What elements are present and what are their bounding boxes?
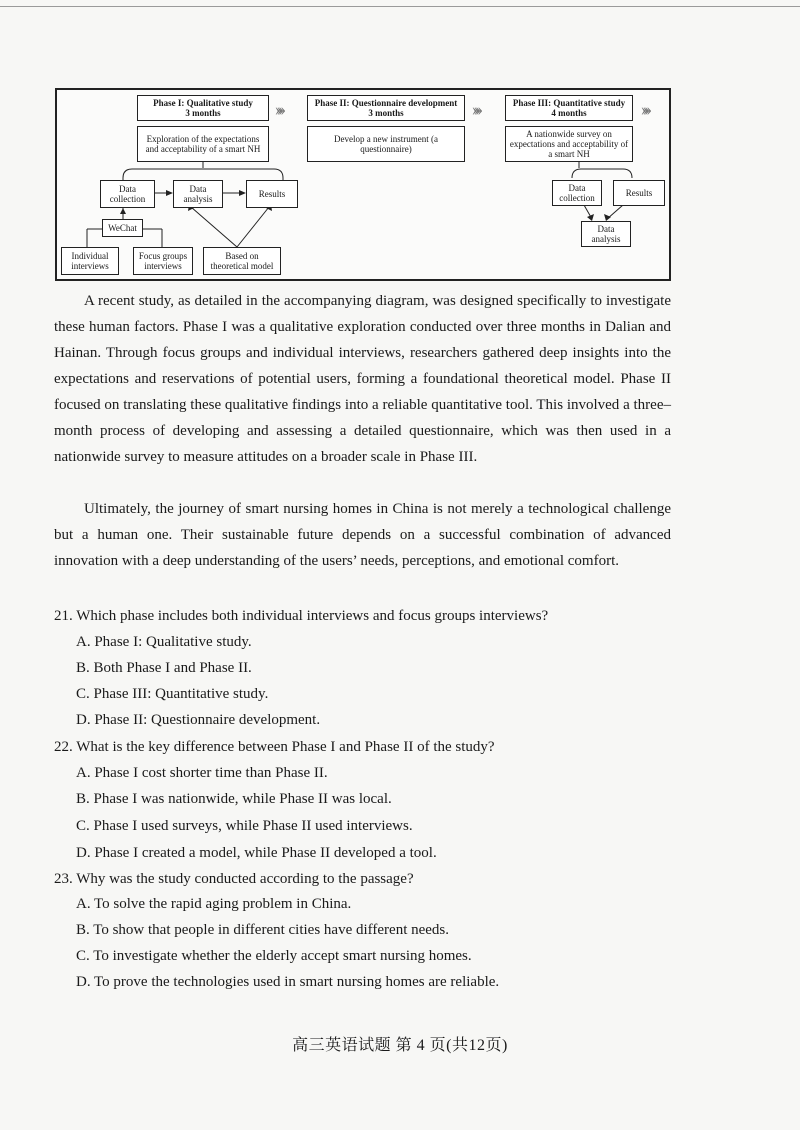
- phase3-duration: 4 months: [551, 108, 587, 118]
- question-21-stem: 21. Which phase includes both individual interviews and focus groups interviews?: [54, 608, 549, 624]
- page-top-rule: [0, 6, 800, 7]
- study-design-diagram: [55, 88, 671, 281]
- individual-interviews-box: Individual interviews: [61, 247, 119, 275]
- phase2-duration: 3 months: [368, 108, 404, 118]
- question-21-option-d: D. Phase II: Questionnaire development.: [76, 712, 321, 728]
- phase1-duration: 3 months: [185, 108, 221, 118]
- arrow-icon: »»: [275, 99, 279, 119]
- question-22-option-a: A. Phase I cost shorter time than Phase II.: [76, 765, 328, 781]
- wechat-box: WeChat: [102, 219, 143, 237]
- phase2-header: [307, 95, 465, 121]
- question-23-option-b: B. To show that people in different cities have different needs.: [76, 922, 450, 938]
- phase2-description: Develop a new instrument (a questionnaire): [307, 126, 465, 162]
- question-21-option-b: B. Both Phase I and Phase II.: [76, 660, 252, 676]
- p3-data-analysis: Data analysis: [581, 221, 631, 247]
- arrow-icon: »»: [641, 99, 645, 119]
- page-footer: 高三英语试题 第 4 页(共12页): [292, 1037, 508, 1054]
- question-23-option-a: A. To solve the rapid aging problem in China.: [76, 896, 352, 912]
- p1-results: Results: [246, 180, 298, 208]
- question-22-stem: 22. What is the key difference between Phase I and Phase II of the study?: [54, 739, 495, 755]
- p1-data-analysis: Data analysis: [173, 180, 223, 208]
- question-22-option-c: C. Phase I used surveys, while Phase II used interviews.: [76, 818, 413, 834]
- phase3-title: Phase III: Quantitative study: [512, 98, 626, 108]
- arrow-icon: »»: [472, 99, 476, 119]
- p3-data-collection: Data collection: [552, 180, 602, 206]
- question-23-option-c: C. To investigate whether the elderly accept smart nursing homes.: [76, 948, 472, 964]
- question-23-stem: 23. Why was the study conducted according to the passage?: [54, 871, 414, 887]
- question-21-option-c: C. Phase III: Quantitative study.: [76, 686, 269, 702]
- question-22-option-d: D. Phase I created a model, while Phase II developed a tool.: [76, 845, 437, 861]
- phase1-title: Phase I: Qualitative study: [153, 98, 253, 108]
- question-21-option-a: A. Phase I: Qualitative study.: [76, 634, 252, 650]
- phase2-title: Phase II: Questionnaire development: [314, 98, 458, 108]
- passage-paragraph-1: A recent study, as detailed in the accompanying diagram, was designed specifically to investigate these human factors. Phase I was a qualitative exploration conducted over three months in Dalian and Hainan. Through focus groups and individual interviews, researchers gathered deep insights into the expectations and reservations of potential users, forming a foundational theoretical model. Phase II focused on translating these qualitative findings into a reliable quantitative tool. This involved a three–month process of developing and assessing a detailed questionnaire, which was then used in a nationwide survey to measure attitudes on a broader scale in Phase III.: [54, 293, 671, 465]
- phase1-header: [137, 95, 269, 121]
- p3-results: Results: [613, 180, 665, 206]
- passage-paragraph-2: Ultimately, the journey of smart nursing homes in China is not merely a technological challenge but a human one. Their sustainable future depends on a successful combination of advanced innovation with a deep understanding of the users’ needs, perceptions, and emotional comfort.: [54, 501, 671, 569]
- phase3-header: [505, 95, 633, 121]
- phase1-description: Exploration of the expectations and acceptability of a smart NH: [137, 126, 269, 162]
- p1-data-collection: Data collection: [100, 180, 155, 208]
- focus-groups-box: Focus groups interviews: [133, 247, 193, 275]
- theoretical-model-box: Based on theoretical model: [203, 247, 281, 275]
- phase3-description: A nationwide survey on expectations and acceptability of a smart NH: [505, 126, 633, 162]
- question-23-option-d: D. To prove the technologies used in smart nursing homes are reliable.: [76, 974, 500, 990]
- question-22-option-b: B. Phase I was nationwide, while Phase II was local.: [76, 791, 392, 807]
